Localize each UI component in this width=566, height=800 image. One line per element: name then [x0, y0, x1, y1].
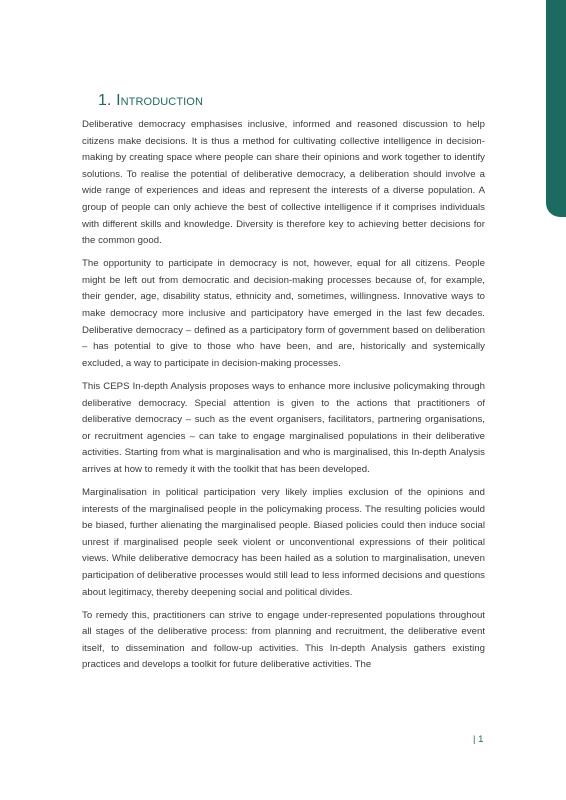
paragraph-3: This CEPS In-depth Analysis proposes ways to enhance more inclusive policymaking through deliberative democracy. Special attention is given to the actions that practitioners of deliberative democracy – such as the event organisers, facilitators, partnering organisations, or recruitment agencies – can take to engage marginalised populations in their deliberative activities. Starting from what is marginalisation and who is marginalised, this In-depth Analysis arrives at how to remedy it with the toolkit that has been developed. — [82, 380, 485, 475]
page-number: | 1 — [473, 734, 484, 745]
paragraph-4: Marginalisation in political participation very likely implies exclusion of the opinions and interests of the marginalised people in the policymaking process. The resulting policies would be biased, further alienating the marginalised people. Biased policies could then induce social unrest if marginalised people seek violent or unconventional expressions of their political views. While deliberative democracy has been hailed as a solution to marginalisation, uneven participation of deliberative processes would still lead to less informed decisions and questions about legitimacy, thereby deepening social and political divides. — [82, 486, 485, 598]
section-title: Introduction — [116, 92, 204, 109]
section-number: 1. — [98, 92, 112, 109]
paragraph-5: To remedy this, practitioners can strive to engage under-represented populations throughout all stages of the deliberative process: from planning and recruitment, the deliberative event itself, to dissemination and follow-up activities. This In-depth Analysis gathers existing practices and develops a toolkit for future deliberative activities. The — [82, 609, 485, 671]
section-heading — [98, 90, 485, 112]
paragraph-1: Deliberative democracy emphasises inclusive, informed and reasoned discussion to help citizens make decisions. It is thus a method for cultivating collective intelligence in decision-making by creating space where people can share their opinions and work together to identify solutions. To realise the potential of deliberative democracy, a deliberation should involve a wide range of experiences and ideas and represent the interests of a diverse population. A group of people can only achieve the best of collective intelligence if it comprises individuals with different skills and knowledge. Diversity is therefore key to achieving better decisions for the common good. — [82, 119, 485, 247]
side-tab-decoration — [546, 0, 566, 217]
paragraph-2: The opportunity to participate in democracy is not, however, equal for all citizens. People might be left out from democratic and decision-making processes because of, for example, their gender, age, disability status, ethnicity and, sometimes, willingness. Innovative ways to make democracy more inclusive and participatory have emerged in the last few decades. Deliberative democracy – defined as a participatory form of government based on deliberation – has potential to give to those who have been, and are, historically and systemically excluded, a way to participate in decision-making processes. — [82, 258, 485, 369]
page-content — [82, 90, 485, 681]
